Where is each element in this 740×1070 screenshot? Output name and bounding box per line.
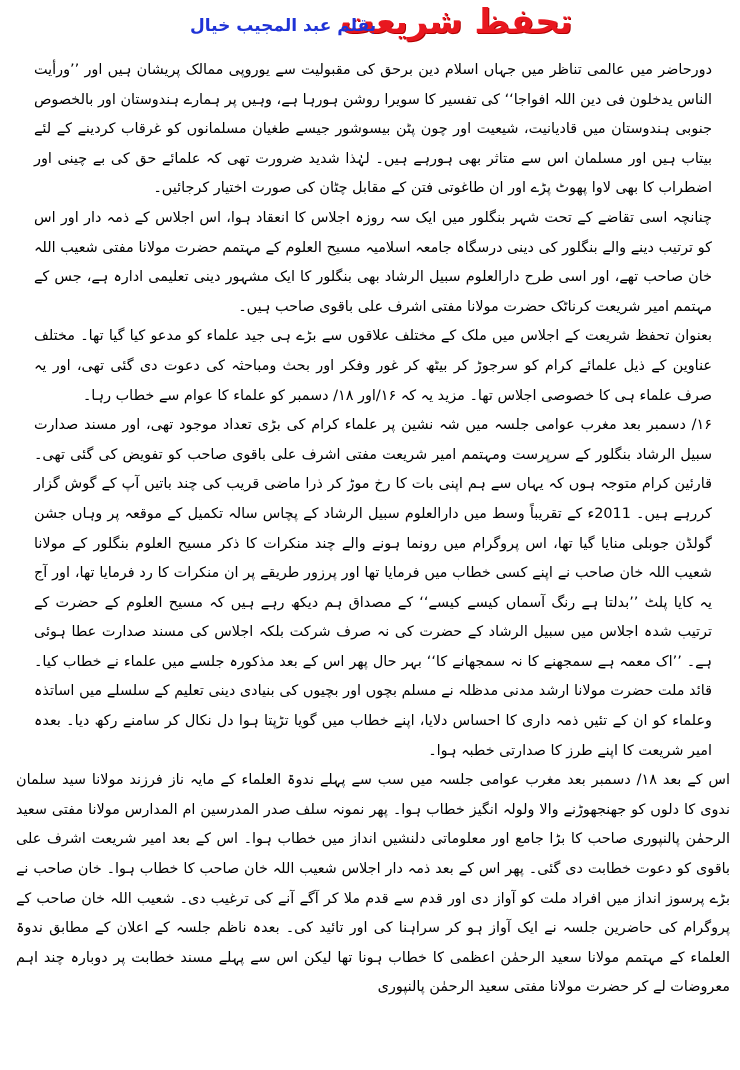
article-body — [16, 56, 730, 1064]
author-byline: بقلم عبد المجیب خیال — [190, 16, 377, 36]
paragraph-3: بعنوان تحفظ شریعت کے اجلاس میں ملک کے مختلف علاقوں سے بڑے ہی جید علماء کو مدعو کیا گیا تھا۔ مختلف عناوین کے ذیل علمائے کرام کو سرجوڑ کر بیٹھ کر غور وفکر اور بحث ومباحثہ کی دعوت دی گئی تھی، اور یہ صرف علماء ہی کا خصوصی اجلاس تھا۔ مزید یہ کہ ۱۶/اور ۱۸/ دسمبر کو علماء کا عوام سے خطاب رہا۔ — [34, 328, 712, 404]
article-title: تحفظ شریعت — [340, 2, 573, 42]
paragraph-2: چنانچہ اسی تقاضے کے تحت شہر بنگلور میں ایک سہ روزہ اجلاس کا انعقاد ہوا، اس اجلاس کے ذمہ دار اور اس کو ترتیب دینے والے بنگلور کی دینی درسگاہ جامعہ اسلامیہ مسیح العلوم کے مہتمم حضرت مولانا مفتی شعیب اللہ خان صاحب تھے، اور اسی طرح دارالعلوم سبیل الرشاد بھی بنگلور کا ایک مشہور دینی تعلیمی ادارہ ہے، جس کے مہتمم امیر شریعت کرناٹک حضرت مولانا مفتی اشرف علی باقوی صاحب ہیں۔ — [34, 209, 712, 315]
paragraph-4: ۱۶/ دسمبر بعد مغرب عوامی جلسہ میں شہ نشین پر علماء کرام کی بڑی تعداد موجود تھی، اور مسند صدارت سبیل الرشاد بنگلور کے سرپرست ومہتمم امیر شریعت مفتی اشرف علی باقوی صاحب کو تفویض کی گئی تھی۔ قارئین کرام متوجہ ہوں کہ یہاں سے ہم اپنی بات کا رخ موڑ کر ذرا ماضی قریب کی چند باتیں آپ کے گوش گزار کررہے ہیں۔ 2011ء کے تقریباً وسط میں دارالعلوم سبیل الرشاد کے پچاس سالہ تکمیل کے موقعہ پر وہاں جشن گولڈن جوبلی منایا گیا تھا، اس پروگرام میں رونما ہونے والے چند منکرات کا ذکر مسیح العلوم بنگلور کے مولانا شعیب اللہ خان صاحب نے اپنے کسی خطاب میں فرمایا تھا اور پرزور طریقے پر ان منکرات کا رد فرمایا تھا، اور آج یہ کایا پلٹ ’’بدلتا ہے رنگ آسماں کیسے کیسے‘‘ کے مصداق ہم دیکھ رہے ہیں کہ مسیح العلوم کے حضرت کے ترتیب شدہ اجلاس میں سبیل الرشاد کے حضرت کی نہ صرف شرکت بلکہ اجلاس کی مسند صدارت عطا ہوئی ہے۔ ’’اک معمہ ہے سمجھنے کا نہ سمجھانے کا‘‘ بہر حال پھر اس کے بعد مذکورہ جلسے میں علماء نے خطاب کیا۔ قائد ملت حضرت مولانا ارشد مدنی مدظلہ نے مسلم بچوں اور بچیوں کی بنیادی دینی تعلیم کے سلسلے میں اساتذہ وعلماء کو ان کے تئیں ذمہ داری کا احساس دلایا، اپنے خطاب میں گویا تڑپتا ہوا دل نکال کر سامنے رکھ دیا۔ بعدہ امیر شریعت کا اپنے طرز کا صدارتی خطبہ ہوا۔ — [34, 417, 712, 759]
paragraph-1: دورحاضر میں عالمی تناظر میں جہاں اسلام دین برحق کی مقبولیت سے یوروپی ممالک پریشان ہیں اور ’’ورأیت الناس یدخلون فی دین اللہ افواجا‘‘ کی تفسیر کا سویرا روشن ہورہا ہے، وہیں پر ہمارے ہندوستان اور بالخصوص جنوبی ہندوستان میں قادیانیت، شیعیت اور چون پٹن بیسوشور جیسے طغیان مسلمانوں کو غرقاب کردینے کے لئے بیتاب ہیں اور مسلمان اس سے متاثر بھی ہورہے ہیں۔ لہٰذا شدید ضرورت تھی کہ علمائے حق کی بے چینی اور اضطراب کا بھی لاوا پھوٹ پڑے اور ان طاغوتی فتن کے مقابل چٹان کی صورت اختیار کرجائیں۔ — [34, 62, 712, 197]
paragraph-5: اس کے بعد ۱۸/ دسمبر بعد مغرب عوامی جلسہ میں سب سے پہلے ندوۃ العلماء کے مایہ ناز فرزند مولانا سید سلمان ندوی کا دلوں کو جھنجھوڑنے والا ولولہ انگیز خطاب ہوا۔ پھر نمونہ سلف صدر المدرسین ام المدارس مولانا مفتی سعید الرحمٰن پالنپوری صاحب کا بڑا جامع اور معلوماتی دلنشیں انداز میں خطاب ہوا۔ اس کے بعد امیر شریعت اشرف علی باقوی کو دعوت خطابت دی گئی۔ پھر اس کے بعد ذمہ دار اجلاس شعیب اللہ خان صاحب کا خطاب ہوا۔ خان صاحب نے بڑے پرسوز انداز میں افراد ملت کو آواز دی اور قدم سے قدم ملا کر آگے آنے کی ترغیب دی۔ شعیب اللہ خان صاحب کے پروگرام کی حاضرین جلسہ نے ایک آواز ہو کر سراہنا کی اور تائید کی۔ بعدہ ناظم جلسہ کے اعلان کے مطابق ندوۃ العلماء کے مہتمم مولانا سعید الرحمٰن اعظمی کا خطاب ہونا تھا لیکن اس سے پہلے مسند خطابت پر دوبارہ چند اہم معروضات لے کر حضرت مولانا مفتی سعید الرحمٰن پالنپوری — [16, 772, 730, 996]
article-header — [0, 2, 740, 42]
